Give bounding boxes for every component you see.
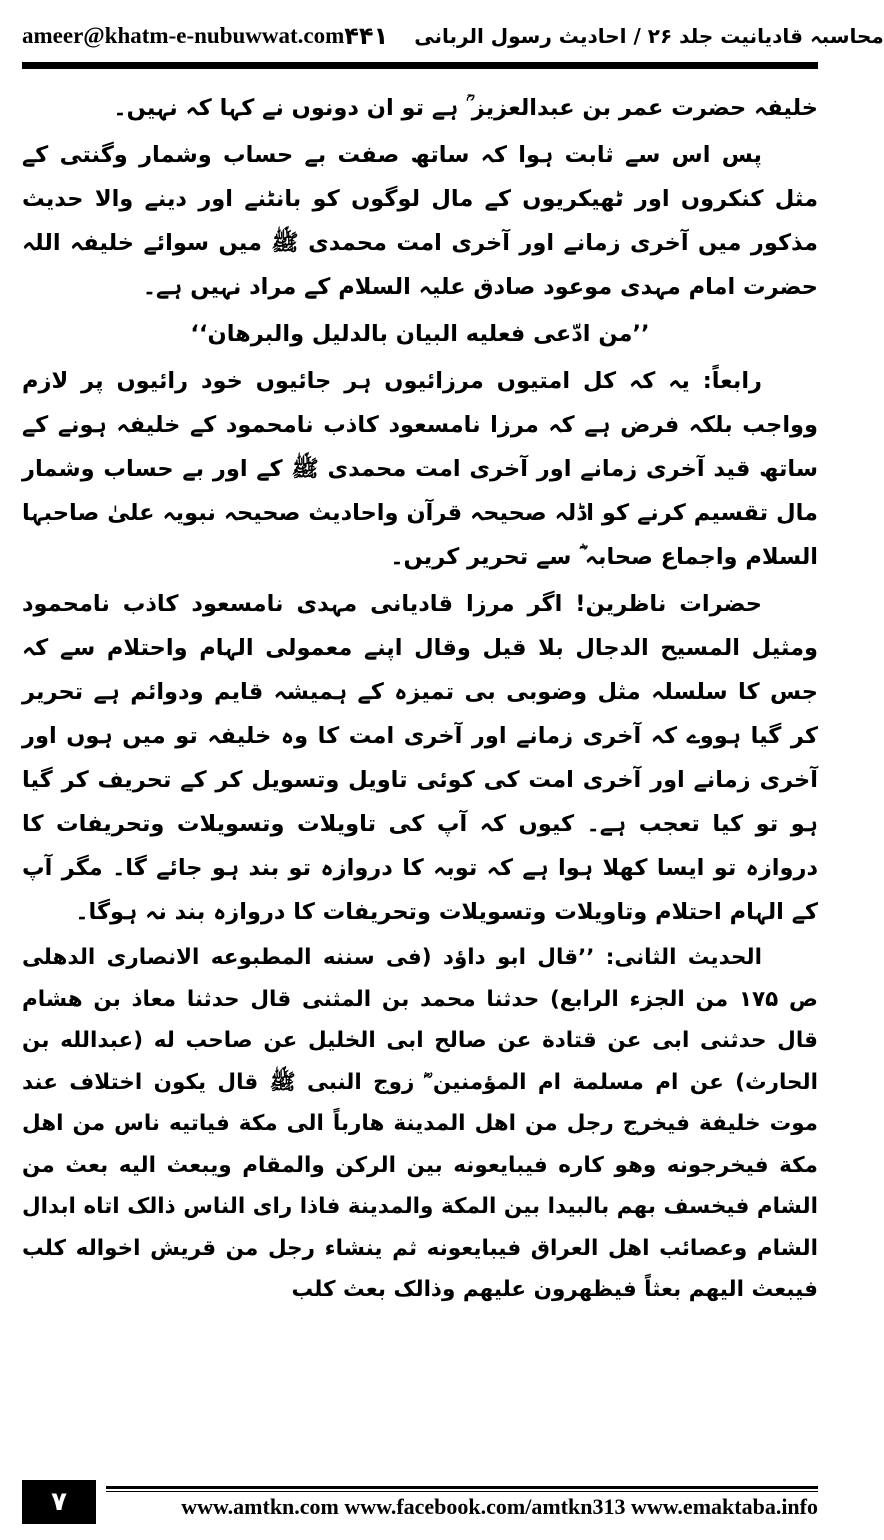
header-title-group bbox=[344, 22, 884, 50]
page-header bbox=[22, 14, 884, 58]
paragraph-hadith-second: الحدیث الثانی: ’’قال ابو داؤد (فی سننه المطبوعه الانصاری الدهلی ص ۱۷۵ من الجزء الرابع) حدثنا محمد بن المثنی قال حدثنا معاذ بن هشام قال حدثنی ابی عن قتادة عن صالح ابی الخلیل عن صاحب له (عبدالله بن الحارث) عن ام مسلمة ام المؤمنین ؓ زوج النبی ﷺ قال یکون اختلاف عند موت خلیفة فیخرج رجل من اهل المدینة هارباً الی مکة فیاتیه ناس من اهل مکة فیخرجونه وهو کاره فیبایعونه بین الرکن والمقام ویبعث الیه بعث من الشام فیخسف بهم بالبیدا بین المکة والمدینة فاذا رای الناس ذالک اتاه ابدال الشام وعصائب اهل العراق فیبایعونه ثم ینشاء رجل من قریش اخواله کلب فیبعث الیهم بعثاً فیظهرون علیهم وذالک بعث کلب bbox=[22, 945, 818, 1302]
footer-rule bbox=[106, 1486, 818, 1492]
paragraph-conclusion: پس اس سے ثابت ہوا کہ ساتھ صفت بے حساب وشمار وگنتی کے مثل کنکروں اور ٹھیکریوں کے مال لوگوں کو بانٹنے اور دینے والا حدیث مذکور میں آخری زمانے اور آخری امت محمدی ﷺ میں سوائے خلیفہ اللہ حضرت امام مہدی موعود صادق علیہ السلام کے مراد نہیں ہے۔ bbox=[22, 142, 818, 300]
paragraph-continuation: خلیفہ حضرت عمر بن عبدالعزیز ؒ ہے تو ان دونوں نے کہا کہ نہیں۔ bbox=[113, 95, 818, 121]
footer-links-area bbox=[96, 1480, 818, 1524]
footer-links[interactable]: www.amtkn.com www.facebook.com/amtkn313 www.emaktaba.info bbox=[181, 1494, 818, 1519]
header-rule bbox=[22, 62, 818, 69]
book-title: محاسبہ قادیانیت جلد ۲۶ / احادیث رسول الربانی bbox=[414, 24, 884, 48]
page-footer bbox=[22, 1480, 818, 1524]
quote-heading: ’’من ادّعی فعلیه البیان بالدلیل والبرهان‘‘ bbox=[190, 321, 650, 347]
page-number: ۴۴۱ bbox=[344, 22, 389, 50]
page-body bbox=[22, 86, 818, 1470]
footer-page-index: ۷ bbox=[22, 1480, 96, 1524]
paragraph-nazireen: حضرات ناظرین! اگر مرزا قادیانی مہدی نامسعود کاذب نامحمود ومثیل المسیح الدجال بلا قیل وقال اپنے معمولی الہام واحتلام سے کہ جس کا سلسلہ مثل وضوبی بی تمیزہ کے ہمیشہ قایم ودوائم ہے تحریر کر گیا ہووے کہ آخری زمانے اور آخری امت کا وہ خلیفہ تو میں ہوں اور آخری زمانے اور آخری امت کی کوئی تاویل وتسویل کر کے تحریف کر گیا ہو تو کیا تعجب ہے۔ کیوں کہ آپ کی تاویلات وتسویلات وتحریفات کا دروازہ تو ایسا کھلا ہوا ہے کہ توبہ کا دروازہ تو بند ہو جائے گا۔ مگر آپ کے الہام احتلام وتاویلات وتسویلات وتحریفات کا دروازہ بند نہ ہوگا۔ bbox=[22, 591, 818, 925]
header-email[interactable]: ameer@khatm-e-nubuwwat.com bbox=[22, 23, 345, 48]
paragraph-rabian: رابعاً: یہ کہ کل امتیوں مرزائیوں ہر جائیوں خود رائیوں پر لازم وواجب بلکہ فرض ہے کہ مرزا نامسعود کاذب نامحمود کے خلیفہ ہونے کے ساتھ قید آخری زمانے اور آخری امت محمدی ﷺ کے اور بے حساب وشمار مال تقسیم کرنے کو اڈلہ صحیحہ قرآن واحادیث صحیحہ نبویہ علیٰ صاحبہا السلام واجماع صحابہ ؓ سے تحریر کریں۔ bbox=[22, 368, 818, 570]
